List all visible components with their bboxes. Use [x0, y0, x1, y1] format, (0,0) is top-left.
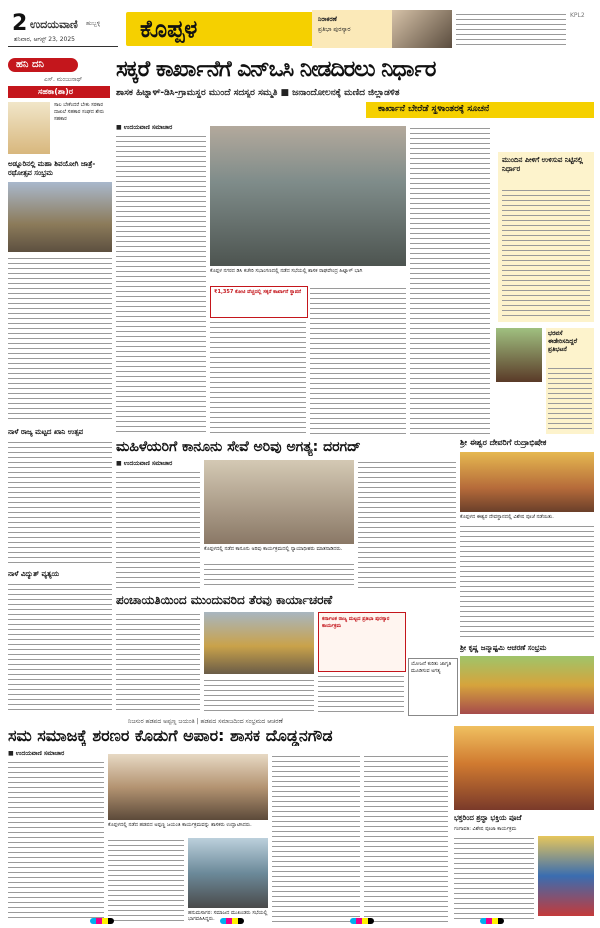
left-column [8, 160, 112, 720]
mid-caption: ಕೊಪ್ಪಳದಲ್ಲಿ ನಡೆದ ಕಾನೂನು ಅರಿವು ಕಾರ್ಯಕ್ರಮದಲ್ಲಿ ನ್ಯಾಯಾಧೀಶರು ಮಾತನಾಡಿದರು. [204, 546, 343, 552]
lead-sidebar2 [546, 328, 594, 434]
bottom-headline: ಸಮ ಸಮಾಜಕ್ಕೆ ಶರಣರ ಕೊಡುಗೆ ಅಪಾರ: ಶಾಸಕ ದೊಡ್ಡನಗೌಡ [8, 726, 333, 745]
bottom-section [8, 718, 594, 922]
lead-portrait [496, 328, 542, 382]
honey-poem: ಸಾಲ ಬೇಕೆಂದರೆ ಬೇಕು ಸರಕಾರ ದಾಖಲೆ ಸಹಕಾರ ಸಂಘದ ಶೇರು ಸಹಕಾರ [54, 102, 105, 122]
honey-brand: ಹನಿ ದನಿ [16, 59, 44, 70]
honey-title-bar [8, 86, 110, 98]
bottom-right-photo [454, 726, 594, 810]
lead-byline: ■ ಉದಯವಾಣಿ ಸಮಾಚಾರ [116, 124, 173, 131]
right-caption1: ಕೊಪ್ಪಳದ ಈಶ್ವರ ದೇವಸ್ಥಾನದಲ್ಲಿ ವಿಶೇಷ ಪೂಜೆ ನಡೆಯಿತು. [460, 514, 554, 520]
right-body1 [460, 524, 594, 640]
lead-headline: ಸಕ್ಕರೆ ಕಾರ್ಖಾನೆಗೆ ಎನ್‌ಒಸಿ ನೀಡದಿರಲು ನಿರ್ಧಾರ [116, 57, 436, 82]
left-story3-headline: ನಾಳೆ ವಿದ್ಯುತ್ ವ್ಯತ್ಯಯ [8, 570, 60, 578]
reg-mark-2 [220, 918, 244, 924]
mid-box-text: ಕರ್ನಾಟಕ ರಾಜ್ಯ ಮಟ್ಟದ ಪ್ರತಿಭಾ ಪುರಸ್ಕಾರ ಕಾರ್ಯಕ್ರಮ [322, 616, 390, 629]
mid2-body-col2 [204, 678, 314, 714]
promo-photo [392, 10, 452, 48]
left-story1-headline: ಅಡ್ನೂರಿನಲ್ಲಿ ಮಹಾ ಶಿವಯೋಗಿ ಜಾತ್ರೆ-ರಥೋತ್ಸವ ಸಂಭ್ರಮ [8, 160, 96, 177]
registration-marks [90, 918, 510, 924]
mid-headline: ಮಹಿಳೆಯರಿಗೆ ಕಾನೂನು ಸೇವೆ ಅರಿವು ಅಗತ್ಯ: ದರಗದ್ [116, 439, 361, 455]
bottom-strap: ನಿಜಸುರ ಹಡಪದ ಅಪ್ಪಣ್ಣ ಜಯಂತಿ | ಹಡಪದ ಸಮಾಜದಿಂದ ಸಂಭ್ರಮದ ಆಚರಣೆ [128, 718, 283, 725]
page-number: 2 [12, 12, 28, 36]
cartoon-image [8, 102, 50, 154]
mid-body-col3 [358, 460, 456, 588]
right-column [460, 438, 594, 714]
lead-sidebar-body [502, 188, 590, 318]
bottom-byline: ■ ಉದಯವಾಣಿ ಸಮಾಚಾರ [8, 750, 65, 757]
edition-tag: ಹುಬ್ಬಳ್ಳಿ [86, 20, 101, 27]
reg-mark-3 [350, 918, 374, 924]
bottom-body-col3 [272, 754, 360, 922]
masthead [8, 10, 592, 50]
bottom-photo2 [188, 838, 268, 908]
bottom-body-col2 [108, 838, 184, 922]
lead-body-col2 [210, 320, 306, 434]
bottom-caption: ಕೊಪ್ಪಳದಲ್ಲಿ ನಡೆದ ಹಡಪದ ಅಪ್ಪಣ್ಣ ಜಯಂತಿ ಕಾರ್ಯಕ್ರಮವನ್ನು ಶಾಸಕರು ಉದ್ಘಾಟಿಸಿದರು. [108, 822, 252, 828]
bottom-right-child-photo [538, 836, 594, 916]
right-headline2: ಶ್ರೀ ಕೃಷ್ಣ ಜನ್ಮಾಷ್ಟಮಿ ಆಚರಣೆ ಸಂಭ್ರಮ [460, 644, 547, 652]
mid-byline: ■ ಉದಯವಾಣಿ ಸಮಾಚಾರ [116, 460, 173, 467]
mid-headline2: ಪಂಚಾಯತಿಯಿಂದ ಮುಂದುವರಿದ ತೆರವು ಕಾರ್ಯಾಚರಣೆ [116, 593, 333, 607]
lead-subhead: ಶಾಸಕ ಹಿಟ್ನಾಳ್-ಡಿಸಿ-ಗ್ರಾಮಸ್ಥರ ಮುಂದೆ ಸದಸ್ಯರ ಸಮ್ಮತಿ ■ ಜನಾಂದೋಲನಕ್ಕೆ ಮಣಿದ ಜಿಲ್ಲಾಡಳಿತ [116, 88, 400, 98]
honey-brand-badge [8, 58, 78, 72]
left-story2-body [8, 440, 112, 566]
promo-sub: ಪ್ರತಿಭಾ ಪುರಸ್ಕಾರ [318, 26, 351, 33]
lead-pull-quote [210, 286, 308, 318]
bottom-body-col4 [364, 754, 448, 922]
lead-sidebar-headline: ಮುಂದಿನ ಪೀಳಿಗೆ ಉಳಿಸುವ ನಿಟ್ಟಿನಲ್ಲಿ ನಿರ್ಧಾರ [502, 156, 583, 173]
bottom-caption2: ಹನುಮಸಾಗರ: ಸಮಾಜದ ಮುಖಂಡರು ಸಭೆಯಲ್ಲಿ ಭಾಗವಹಿಸಿದ್ದರು. [188, 910, 268, 922]
lead-pull-quote-text: ₹1,357 ಕೋಟಿ ವೆಚ್ಚದಲ್ಲಿ ಸಕ್ಕರೆ ಕಾರ್ಖಾನೆ ಸ್ಥಾಪನೆ [214, 289, 301, 295]
dateline: ಶನಿವಾರ, ಆಗಸ್ಟ್ 23, 2025 [14, 36, 75, 43]
paper-name: ಉದಯವಾಣಿ [30, 18, 78, 31]
lead-kicker-bar [366, 102, 594, 118]
bottom-right-body [454, 836, 534, 922]
lead-story [116, 56, 594, 434]
mid-section [116, 438, 456, 714]
mid-body-col1 [116, 470, 200, 588]
lead-sidebar2-headline: ಭರವಸೆ ಈಡೇರಿಸದಿದ್ದರೆ ಪ್ರತಿಭಟನೆ [548, 330, 578, 353]
honey-dani-box [8, 56, 110, 156]
chariot-photo [8, 182, 112, 252]
masthead-rule [8, 46, 118, 47]
district-name: ಕೊಪ್ಪಳ [140, 15, 198, 43]
mid-body-col2 [204, 562, 354, 588]
left-story2-headline: ನಾಳೆ ರಾಜ್ಯ ಮಟ್ಟದ ಖಾನಿ ಉತ್ಸವ [8, 428, 84, 436]
bottom-body-col1 [8, 760, 104, 922]
lead-sidebar2-body [548, 366, 592, 430]
lead-body-col4 [410, 126, 490, 434]
promo-tag: ನಿರಾಕರಣೆ [318, 16, 337, 23]
mid2-body-col3 [318, 674, 404, 714]
reg-mark-1 [90, 918, 114, 924]
lead-body-col1 [116, 134, 206, 434]
reg-mark-4 [480, 918, 504, 924]
masthead-brief [456, 12, 566, 46]
lead-body-col3 [310, 286, 406, 434]
page-code: KPL2 [570, 12, 585, 19]
left-story3-body [8, 582, 112, 714]
bottom-photo1 [108, 754, 268, 820]
lead-meeting-photo [210, 126, 406, 266]
mid2-body-col1 [116, 612, 200, 714]
left-story1-body [8, 256, 112, 422]
mid-box [318, 612, 406, 672]
mid-photo [204, 460, 354, 544]
promo-box [312, 10, 392, 48]
bulldozer-photo [204, 612, 314, 674]
right-photo2 [460, 656, 594, 714]
right-photo1 [460, 452, 594, 512]
bottom-right-headline: ಭಕ್ತರಿಂದ ಶ್ರದ್ಧಾ ಭಕ್ತಿಯ ಪೂಜೆ [454, 814, 522, 822]
bottom-right-caption: ಗಂಗಾವತಿ: ವಿಶೇಷ ಪೂಜಾ ಕಾರ್ಯಕ್ರಮ [454, 826, 517, 832]
lead-caption: ಕೊಪ್ಪಳ ನಗರದ ಡಿಸಿ ಕಚೇರಿ ಸಭಾಂಗಣದಲ್ಲಿ ನಡೆದ ಸಭೆಯಲ್ಲಿ ಶಾಸಕ ರಾಘವೇಂದ್ರ ಹಿಟ್ನಾಳ್ ಭಾಗಿ [210, 268, 363, 274]
lead-kicker: ಕಾರ್ಖಾನೆ ಬೇರೆಡೆ ಸ್ಥಳಾಂತರಕ್ಕೆ ಸೂಚನೆ [378, 104, 490, 114]
district-banner [126, 12, 316, 46]
lead-sidebar [498, 152, 594, 322]
honey-title: ಸಹಕಾ(ಶಾ)ರ [38, 87, 73, 96]
honey-byline: ಎಸ್. ಮಂಜುನಾಥ್ [44, 76, 83, 83]
mid-box2-text: ಯೋಜನೆ ಕುರಿತು ಜಾಗೃತಿ ಮೂಡಿಸುವ ಅಗತ್ಯ [411, 661, 452, 674]
mid-box2 [408, 658, 458, 716]
right-headline1: ಶ್ರೀ ಈಶ್ವರ ದೇವರಿಗೆ ರುದ್ರಾಭಿಷೇಕ [460, 438, 547, 447]
